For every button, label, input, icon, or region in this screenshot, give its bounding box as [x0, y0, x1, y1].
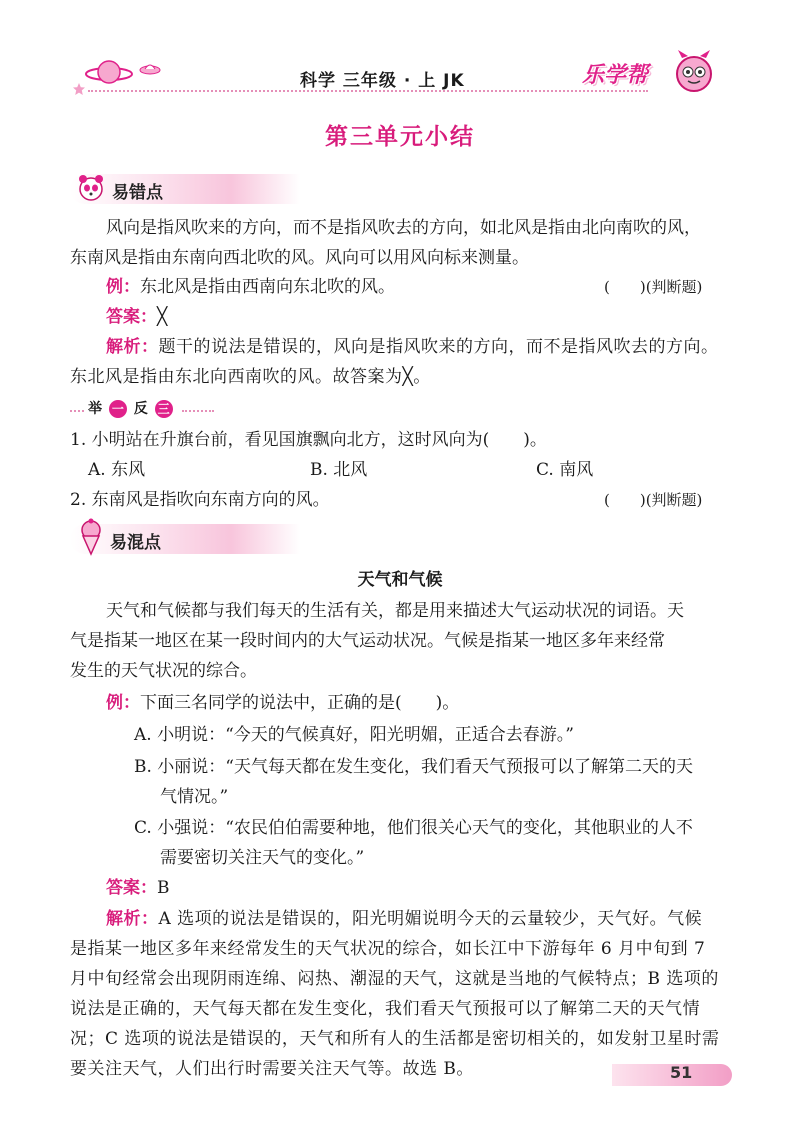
example-label: 例： [106, 277, 140, 297]
confusion-analysis-label: 解析： [106, 909, 159, 929]
confusion-option-a: A. 小明说：“今天的气候真好，阳光明媚，正适合去春游。” [134, 725, 574, 745]
confusion-answer-value: B [157, 878, 170, 898]
errors-analysis-line2: 东北风是指由东北向西南吹的风。故答案为╳。 [70, 367, 431, 387]
answer-value: ╳ [157, 307, 168, 327]
practice-q1-option-c: C. 南风 [536, 460, 594, 480]
section-confusion-title: 易混点 [110, 533, 161, 553]
practice-q2: 2. 东南风是指吹向东南方向的风。 [70, 490, 330, 510]
practice-q1: 1. 小明站在升旗台前，看见国旗飘向北方，这时风向为( )。 [70, 430, 547, 450]
errors-example-bracket: ( )(判断题) [604, 278, 703, 296]
confusion-example [106, 688, 459, 718]
analysis-label: 解析： [106, 337, 159, 357]
confusion-analysis-line2: 是指某一地区多年来经常发生的天气状况的综合，如长江中下游每年 6 月中旬到 7 [70, 939, 706, 959]
errors-answer [106, 302, 167, 332]
practice-divider-left [70, 410, 84, 412]
errors-analysis-line1 [106, 332, 719, 362]
panda-icon [76, 172, 106, 204]
practice-label-a: 举 [88, 401, 102, 417]
practice-divider-right [182, 410, 214, 412]
practice-q2-bracket: ( )(判断题) [604, 491, 703, 509]
errors-example [106, 272, 395, 302]
confusion-option-c-line2: 需要密切关注天气的变化。” [160, 848, 365, 868]
page-number: 51 [670, 1063, 693, 1082]
confusion-analysis-line5: 况；C 选项的说法是错误的，天气和所有人的生活都是密切相关的，如发射卫星时需 [70, 1029, 720, 1049]
practice-label [88, 398, 175, 418]
confusion-example-text: 下面三名同学的说法中，正确的是( )。 [140, 693, 460, 713]
confusion-analysis-line4: 说法是正确的，天气每天都在发生变化，我们看天气预报可以了解第二天的天气情 [70, 999, 700, 1019]
confusion-answer-label: 答案： [106, 878, 157, 898]
practice-q1-option-b: B. 北风 [310, 460, 368, 480]
practice-label-c: 反 [133, 401, 148, 417]
confusion-analysis-text-1: A 选项的说法是错误的，阳光明媚说明今天的云量较少，天气好。气候 [158, 909, 703, 929]
mascot-icon [668, 48, 718, 94]
confusion-option-b-line1: B. 小丽说：“天气每天都在发生变化，我们看天气预报可以了解第二天的天 [134, 757, 693, 777]
confusion-intro-line1: 天气和气候都与我们每天的生活有关，都是用来描述大气运动状况的词语。天 [106, 601, 684, 621]
section-confusion-band [70, 524, 300, 554]
confusion-option-c-line1: C. 小强说：“农民伯伯需要种地，他们很关心天气的变化，其他职业的人不 [134, 818, 693, 838]
practice-label-b: 一 [109, 400, 127, 418]
confusion-intro-line2: 气是指某一地区在某一段时间内的大气运动状况。气候是指某一地区多年来经常 [70, 631, 665, 651]
page-title: 第三单元小结 [325, 124, 475, 150]
practice-q1-option-a: A. 东风 [88, 460, 146, 480]
planet-icon [84, 56, 134, 90]
section-errors-title: 易错点 [112, 183, 163, 203]
confusion-analysis-line6: 要关注天气，人们出行时需要关注天气等。故选 B。 [70, 1059, 474, 1079]
confusion-analysis-line1 [106, 904, 702, 934]
confusion-analysis-line3: 月中旬经常会出现阴雨连绵、闷热、潮湿的天气，这就是当地的气候特点；B 选项的 [70, 969, 719, 989]
confusion-intro-line3: 发生的天气状况的综合。 [70, 661, 257, 681]
confusion-answer [106, 873, 170, 903]
ufo-icon [138, 60, 162, 76]
brand-logo: 乐学帮 [582, 63, 649, 88]
errors-intro-line2: 东南风是指由东南向西北吹的风。风向可以用风向标来测量。 [70, 248, 529, 268]
ice-cream-icon [78, 518, 104, 556]
confusion-option-b-line2: 气情况。” [160, 787, 229, 807]
confusion-example-label: 例： [106, 693, 140, 713]
confusion-subtitle: 天气和气候 [357, 570, 443, 590]
book-title: 科学 三年级 · 上 JK [300, 71, 465, 91]
analysis-text-1: 题干的说法是错误的，风向是指风吹来的方向，而不是指风吹去的方向。 [158, 337, 719, 357]
star-icon [72, 82, 86, 96]
answer-label: 答案： [106, 307, 157, 327]
example-text: 东北风是指由西南向东北吹的风。 [140, 277, 395, 297]
errors-intro-line1: 风向是指风吹来的方向，而不是指风吹去的方向，如北风是指由北向南吹的风， [106, 218, 701, 238]
practice-label-d: 三 [155, 400, 173, 418]
